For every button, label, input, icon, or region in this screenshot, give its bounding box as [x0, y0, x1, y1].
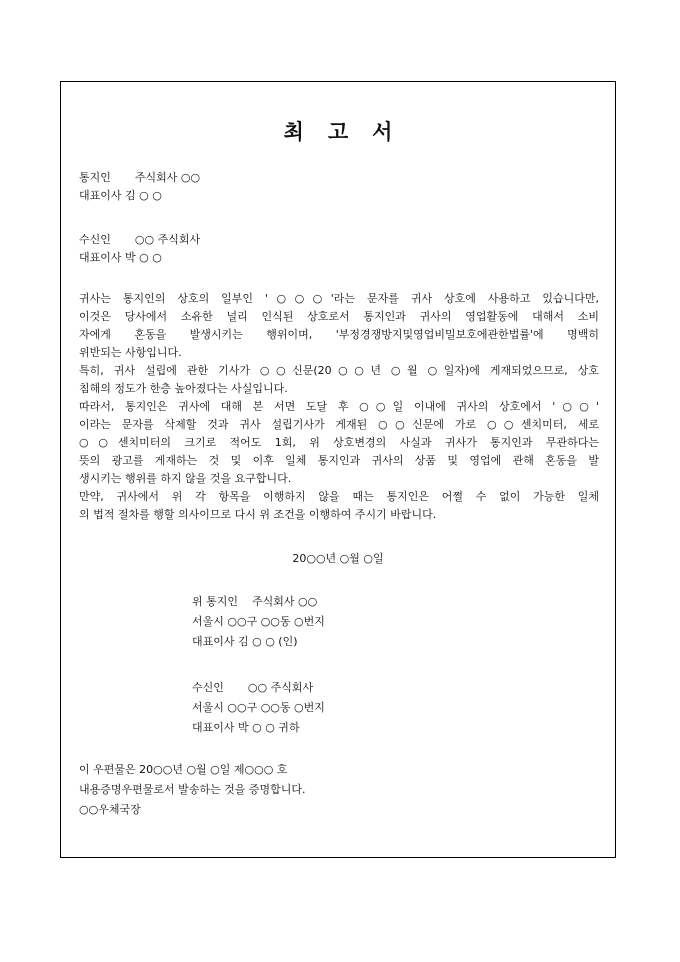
signature-sender-label: 위 통지인 [192, 595, 239, 608]
recipient-line-1 [79, 233, 200, 247]
sender-company: 주식회사 ○○ [134, 171, 201, 184]
title-char: 고 [327, 119, 349, 144]
certification-line-3: ○○우체국장 [79, 803, 141, 816]
signature-sender-representative: 대표이사 김 ○ ○ (인) [192, 635, 298, 648]
body-p3-line: 이라는 문자를 삭제할 것과 귀사 설립기사가 게재된 ○○신문에 가로 ○○센치미터, 세로 [79, 418, 599, 431]
signature-sender-company: 주식회사 ○○ [252, 595, 318, 608]
certification-line-2: 내용증명우편물로서 발송하는 것을 증명합니다. [79, 783, 306, 796]
sender-line-1 [79, 171, 200, 185]
signature-sender-line-1 [192, 595, 317, 609]
body-p2-line: 특히, 귀사 설립에 관한 기사가 ○○신문(20○○년 ○월 ○일자)에 게재되었으므로, 상호 [79, 364, 599, 377]
body-p3-line: 뜻의 광고를 게재하는 것 및 이후 일체 통지인과 귀사의 상품 및 영업에 관해 혼동을 발 [79, 454, 599, 467]
body-p1-line: 귀사는 통지인의 상호의 일부인 '○○○'라는 문자를 귀사 상호에 사용하고 있습니다만, [79, 292, 599, 305]
signature-recipient-line-1 [192, 681, 313, 695]
document-title [61, 116, 615, 146]
body-p1-line: 이것은 당사에서 소유한 널리 인식된 상호로서 통지인과 귀사의 영업활동에 대해서 소비 [79, 310, 599, 323]
title-char: 최 [283, 119, 304, 144]
body-p1-line: 자에게 혼동을 발생시키는 행위이며, '부정경쟁방지및영업비밀보호에관한법률'에 명백히 [79, 328, 599, 341]
body-p2-line: 침해의 정도가 한층 높아졌다는 사실입니다. [79, 382, 288, 395]
body-p3-line: 따라서, 통지인은 귀사에 대해 본 서면 도달 후 ○○일 이내에 귀사의 상호에서 '○○' [79, 400, 599, 413]
signature-sender-address: 서울시 ○○구 ○○동 ○번지 [192, 615, 325, 628]
signature-recipient-company: ○○ 주식회사 [247, 681, 314, 694]
body-p4-line: 의 법적 절차를 행할 의사이므로 다시 위 조건을 이행하여 주시기 바랍니다. [79, 508, 437, 521]
body-p4-line: 만약, 귀사에서 위 각 항목을 이행하지 않을 때는 통지인은 어쩔 수 없이 가능한 일체 [79, 490, 599, 503]
body-p3-line: 생시키는 행위를 하지 않을 것을 요구합니다. [79, 472, 292, 485]
recipient-label: 수신인 [79, 233, 111, 246]
recipient-company: ○○ 주식회사 [134, 233, 201, 246]
recipient-representative: 대표이사 박 ○ ○ [79, 251, 162, 264]
signature-recipient-address: 서울시 ○○구 ○○동 ○번지 [192, 701, 325, 714]
body-p3-line: ○○센치미터의 크기로 적어도 1회, 위 상호변경의 사실과 귀사가 통지인과 무관하다는 [79, 436, 599, 449]
body-p1-line: 위반되는 사항입니다. [79, 346, 182, 359]
sender-label: 통지인 [79, 171, 111, 184]
signature-recipient-representative: 대표이사 박 ○ ○ 귀하 [192, 721, 300, 734]
signature-recipient-label: 수신인 [192, 681, 224, 694]
document-frame [60, 81, 616, 858]
title-char: 서 [372, 119, 393, 144]
document-date: 20○○년 ○월 ○일 [292, 552, 384, 565]
certification-line-1: 이 우편물은 20○○년 ○월 ○일 제○○○ 호 [79, 763, 288, 776]
sender-representative: 대표이사 김 ○ ○ [79, 189, 162, 202]
